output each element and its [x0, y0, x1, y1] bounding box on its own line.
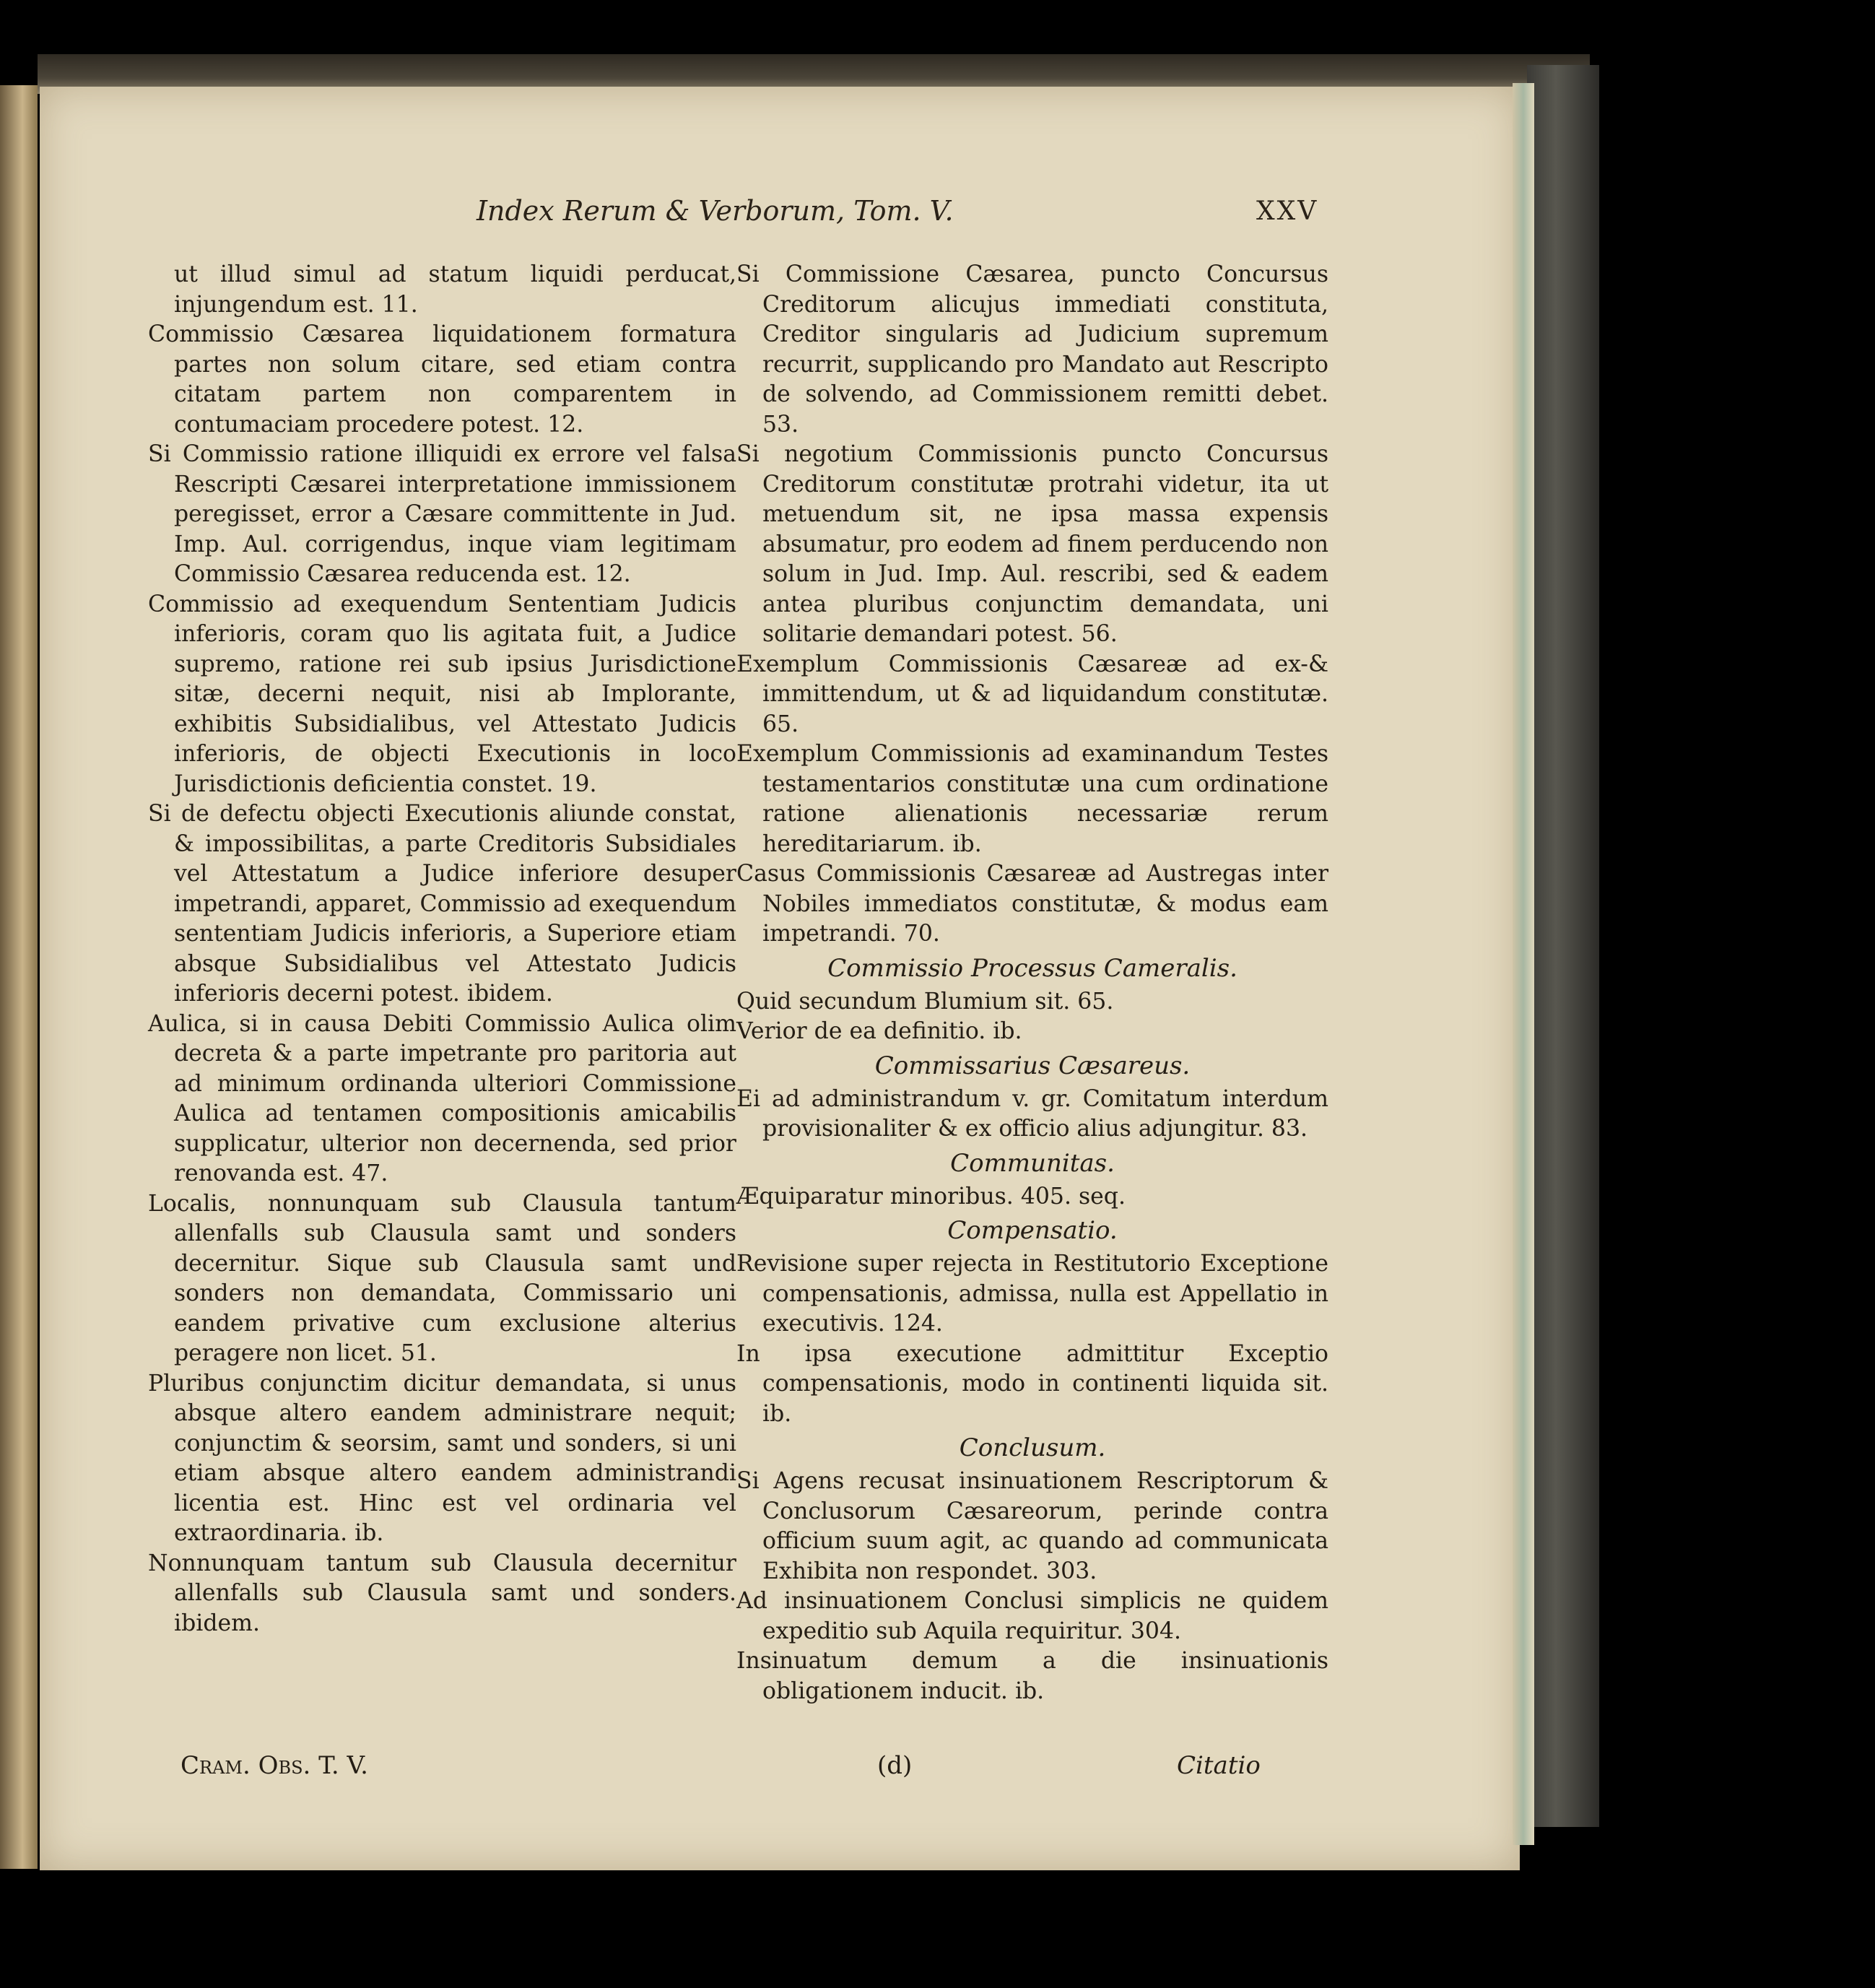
index-entry: Si Commissione Cæsarea, puncto Concursus Creditorum alicujus immediati constituta, Creditor singularis ad Judicium supremum recurrit, supplicando pro Mandato aut Rescripto de solvendo, ad Commissionem remitti debet. 53.	[736, 261, 1328, 438]
index-entry: In ipsa executione admittitur Exceptio compensationis, modo in continenti liquida sit. ib.	[736, 1340, 1328, 1427]
index-entry: Exemplum Commissionis ad examinandum Testes testamentarios constitutæ una cum ordinatione ratione alienationis necessariæ rerum hereditariarum. ib.	[736, 741, 1328, 857]
index-entry: Revisione super rejecta in Restitutorio Exceptione compensationis, admissa, nulla est Appellatio in executivis. 124.	[736, 1251, 1328, 1337]
index-heading: Compensatio.	[947, 1216, 1118, 1245]
signature-mark: Cram. Obs. T. V.	[180, 1751, 368, 1780]
page-fore-edge	[1513, 83, 1534, 1845]
facing-page-edge	[0, 85, 38, 1869]
index-entry: ut illud simul ad statum liquidi perducat, injungendum est. 11.	[174, 261, 736, 318]
index-entry: Si Commissio ratione illiquidi ex errore vel falsa Rescripti Cæsarei interpretatione immissionem peregisset, error a Cæsare committente in Jud. Imp. Aul. corrigendus, inque viam legitimam Commissio Cæsarea reducenda est. 12.	[148, 441, 736, 587]
index-heading: Communitas.	[950, 1148, 1115, 1178]
page-number: XXV	[1256, 196, 1319, 226]
gathering-sign: (d)	[877, 1751, 913, 1780]
index-entry: Insinuatum demum a die insinuationis obligationem inducit. ib.	[736, 1648, 1328, 1704]
left-column	[148, 260, 736, 1638]
index-entry: Casus Commissionis Cæsareæ ad Austregas inter Nobiles immediatos constitutæ, & modus eam impetrandi. 70.	[736, 861, 1328, 947]
index-line: Quid secundum Blumium sit. 65.	[736, 988, 1114, 1015]
index-line: Æquiparatur minoribus. 405. seq.	[736, 1183, 1126, 1210]
index-line: Verior de ea definitio. ib.	[736, 1018, 1022, 1044]
index-entry: Nonnunquam tantum sub Clausula decernitur allenfalls sub Clausula samt und sonders. ibidem.	[148, 1550, 736, 1636]
catchword: Citatio	[1177, 1751, 1261, 1780]
index-heading: Conclusum.	[959, 1433, 1106, 1462]
index-entry: Aulica, si in causa Debiti Commissio Aulica olim decreta & a parte impetrante pro paritoria aut ad minimum ordinanda ulteriori Commissione Aulica ad tentamen compositionis amicabilis supplicatur, ulterior non decernenda, sed prior renovanda est. 47.	[148, 1010, 736, 1186]
index-entry: Si Agens recusat insinuationem Rescriptorum & Conclusorum Cæsareorum, perinde contra officium suum agit, ac quando ad communicata Exhibita non respondet. 303.	[736, 1468, 1328, 1584]
index-entry: Commissio ad exequendum Sententiam Judicis inferioris, coram quo lis agitata fuit, a Judice supremo, ratione rei sub ipsius Jurisdictione sitæ, decerni nequit, nisi ab Implorante, exhibitis Subsidialibus, vel Attestato Judicis inferioris, de objecti Executionis in loco Jurisdictionis deficientia constet. 19.	[148, 591, 736, 797]
index-heading: Commissio Processus Cameralis.	[827, 953, 1237, 983]
index-entry: Ei ad administrandum v. gr. Comitatum interdum provisionaliter & ex officio alius adjungitur. 83.	[736, 1085, 1328, 1142]
right-column	[736, 260, 1328, 1706]
index-entry: Si negotium Commissionis puncto Concursus Creditorum constitutæ protrahi videtur, ita ut metuendum sit, ne ipsa massa expensis absumatur, pro eodem ad finem perducendo non solum in Jud. Imp. Aul. rescribi, sed & eadem antea pluribus conjunctim demandata, uni solitarie demandari potest. 56.	[736, 441, 1328, 647]
index-entry: Pluribus conjunctim dicitur demandata, si unus absque altero eandem administrare nequit; conjunctim & seorsim, samt und sonders, si uni etiam absque altero eandem administrandi licentia est. Hinc est vel ordinaria vel extraordinaria. ib.	[148, 1370, 736, 1546]
index-entry: Localis, nonnunquam sub Clausula tantum allenfalls sub Clausula samt und sonders decernitur. Sique sub Clausula samt und sonders non demandata, Commissario uni eandem privative cum exclusione alterius peragere non licet. 51.	[148, 1190, 736, 1366]
index-heading: Commissarius Cæsareus.	[874, 1051, 1191, 1080]
book-cover-board	[1527, 65, 1599, 1827]
index-entry: Si de defectu objecti Executionis aliunde constat, & impossibilitas, a parte Creditoris Subsidiales vel Attestatum a Judice inferiore desuper impetrandi, apparet, Commissio ad exequendum sententiam Judicis inferioris, a Superiore etiam absque Subsidialibus vel Attestato Judicis inferioris decerni potest. ibidem.	[148, 801, 736, 1007]
index-entry: Ad insinuationem Conclusi simplicis ne quidem expeditio sub Aquila requiritur. 304.	[736, 1588, 1328, 1644]
running-title: Index Rerum & Verborum, Tom. V.	[477, 195, 954, 227]
index-entry: Commissio Cæsarea liquidationem formatura partes non solum citare, sed etiam contra citatam partem non comparentem in contumaciam procedere potest. 12.	[148, 321, 736, 438]
index-entry: Exemplum Commissionis Cæsareæ ad ex-& immittendum, ut & ad liquidandum constitutæ. 65.	[736, 651, 1328, 737]
